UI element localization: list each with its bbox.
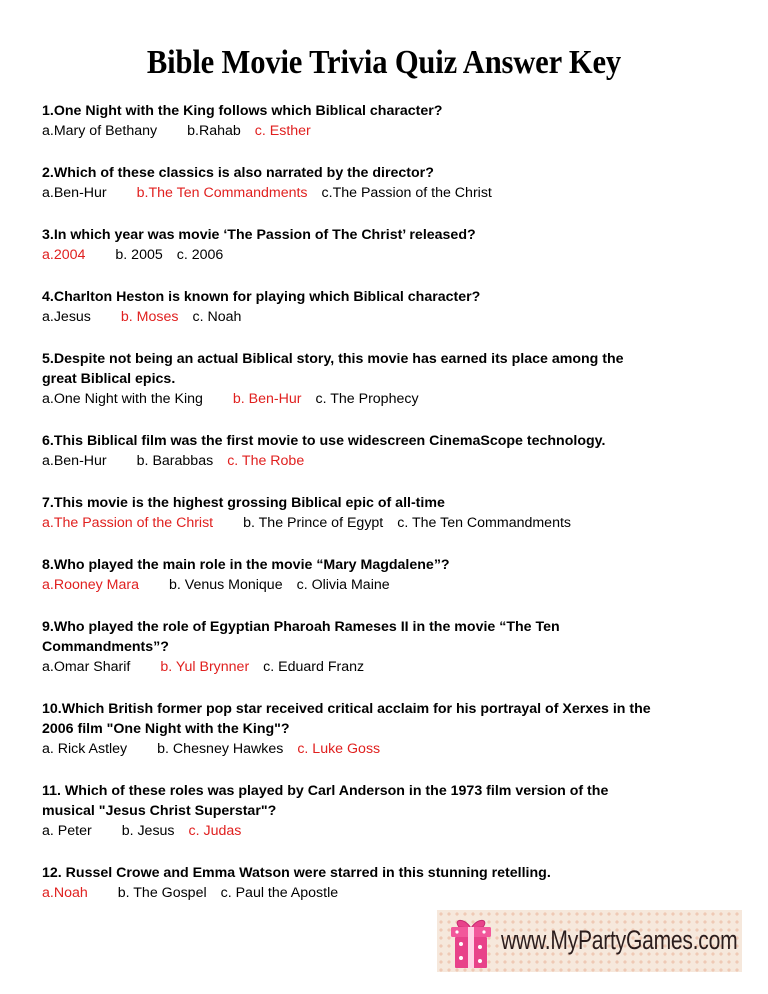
question-item [42, 101, 732, 141]
answer-option: b. Venus Monique [169, 577, 283, 593]
question-line: 5.Despite not being an actual Biblical story, this movie has earned its place among the [42, 351, 624, 367]
question-item [42, 493, 732, 533]
answer-option: a.Ben-Hur [42, 185, 107, 201]
answer-options [42, 121, 732, 141]
question-text [42, 493, 732, 513]
question-text [42, 863, 732, 883]
correct-answer: c. Luke Goss [297, 741, 381, 757]
correct-answer: b. Moses [120, 309, 179, 325]
question-line: 10.Which British former pop star received critical acclaim for his portrayal of Xerxes in the [42, 701, 651, 717]
answer-options [42, 389, 732, 409]
answer-options [42, 183, 732, 203]
answer-options [42, 245, 732, 265]
answer-options [42, 451, 732, 471]
answer-option: a.One Night with the King [42, 391, 203, 407]
brand-url: www.MyPartyGames.com [501, 925, 738, 955]
answer-option: a.Ben-Hur [42, 453, 107, 469]
answer-options [42, 657, 732, 677]
question-text [42, 617, 732, 657]
question-text [42, 699, 732, 739]
answer-option: a.Mary of Bethany [42, 123, 158, 139]
answer-option: b. Chesney Hawkes [157, 741, 284, 757]
answer-options [42, 883, 732, 903]
answer-option: c. 2006 [176, 247, 224, 263]
question-line: 1.One Night with the King follows which Biblical character? [42, 103, 443, 119]
question-item [42, 225, 732, 265]
question-line: great Biblical epics. [42, 371, 176, 387]
question-line: 2006 film "One Night with the King"? [42, 721, 290, 737]
question-item [42, 287, 732, 327]
brand-logo [437, 910, 742, 972]
correct-answer: a.The Passion of the Christ [42, 515, 214, 531]
correct-answer: b.The Ten Commandments [136, 185, 308, 201]
question-item [42, 555, 732, 595]
question-text [42, 349, 732, 389]
question-line: Commandments”? [42, 639, 169, 655]
page-title: Bible Movie Trivia Quiz Answer Key [146, 44, 622, 81]
correct-answer: a.Rooney Mara [42, 577, 139, 593]
correct-answer: c. Judas [188, 823, 242, 839]
gift-icon [447, 914, 495, 970]
answer-option: a. Rick Astley [42, 741, 128, 757]
question-text [42, 163, 732, 183]
answer-option: c. Noah [192, 309, 242, 325]
answer-option: b. 2005 [115, 247, 163, 263]
question-line: 11. Which of these roles was played by Carl Anderson in the 1973 film version of the [42, 783, 609, 799]
answer-option: b.Rahab [187, 123, 241, 139]
question-line: 9.Who played the role of Egyptian Pharoah Rameses II in the movie “The Ten [42, 619, 560, 635]
question-line: 7.This movie is the highest grossing Biblical epic of all-time [42, 495, 445, 511]
question-text [42, 287, 732, 307]
answer-options [42, 575, 732, 595]
question-text [42, 781, 732, 821]
question-item [42, 863, 732, 903]
question-list [42, 101, 732, 925]
question-text [42, 431, 732, 451]
correct-answer: c. The Robe [227, 453, 305, 469]
question-line: 6.This Biblical film was the first movie to use widescreen CinemaScope technology. [42, 433, 606, 449]
answer-options [42, 739, 732, 759]
correct-answer: c. Esther [254, 123, 311, 139]
answer-option: b. The Gospel [117, 885, 207, 901]
correct-answer: b. Yul Brynner [160, 659, 250, 675]
question-text [42, 225, 732, 245]
question-text [42, 101, 732, 121]
question-text [42, 555, 732, 575]
answer-option: c. Paul the Apostle [220, 885, 339, 901]
correct-answer: a.Noah [42, 885, 88, 901]
answer-option: b. Barabbas [136, 453, 214, 469]
answer-options [42, 513, 732, 533]
answer-option: a. Peter [42, 823, 92, 839]
question-line: 3.In which year was movie ‘The Passion of The Christ’ released? [42, 227, 476, 243]
answer-option: b. Jesus [121, 823, 175, 839]
answer-option: b. The Prince of Egypt [243, 515, 384, 531]
question-line: 2.Which of these classics is also narrated by the director? [42, 165, 434, 181]
answer-option: c. Olivia Maine [296, 577, 390, 593]
question-line: 12. Russel Crowe and Emma Watson were starred in this stunning retelling. [42, 865, 551, 881]
question-line: 4.Charlton Heston is known for playing which Biblical character? [42, 289, 481, 305]
answer-option: c.The Passion of the Christ [321, 185, 492, 201]
answer-options [42, 821, 732, 841]
question-item [42, 699, 732, 759]
question-item [42, 617, 732, 677]
answer-option: a.Omar Sharif [42, 659, 131, 675]
answer-option: c. The Ten Commandments [397, 515, 571, 531]
correct-answer: b. Ben-Hur [232, 391, 302, 407]
question-item [42, 163, 732, 203]
question-line: musical "Jesus Christ Superstar"? [42, 803, 277, 819]
question-item [42, 349, 732, 409]
answer-options [42, 307, 732, 327]
answer-option: c. Eduard Franz [263, 659, 365, 675]
question-item [42, 781, 732, 841]
question-item [42, 431, 732, 471]
answer-option: a.Jesus [42, 309, 91, 325]
correct-answer: a.2004 [42, 247, 86, 263]
answer-option: c. The Prophecy [315, 391, 419, 407]
question-line: 8.Who played the main role in the movie “Mary Magdalene”? [42, 557, 450, 573]
